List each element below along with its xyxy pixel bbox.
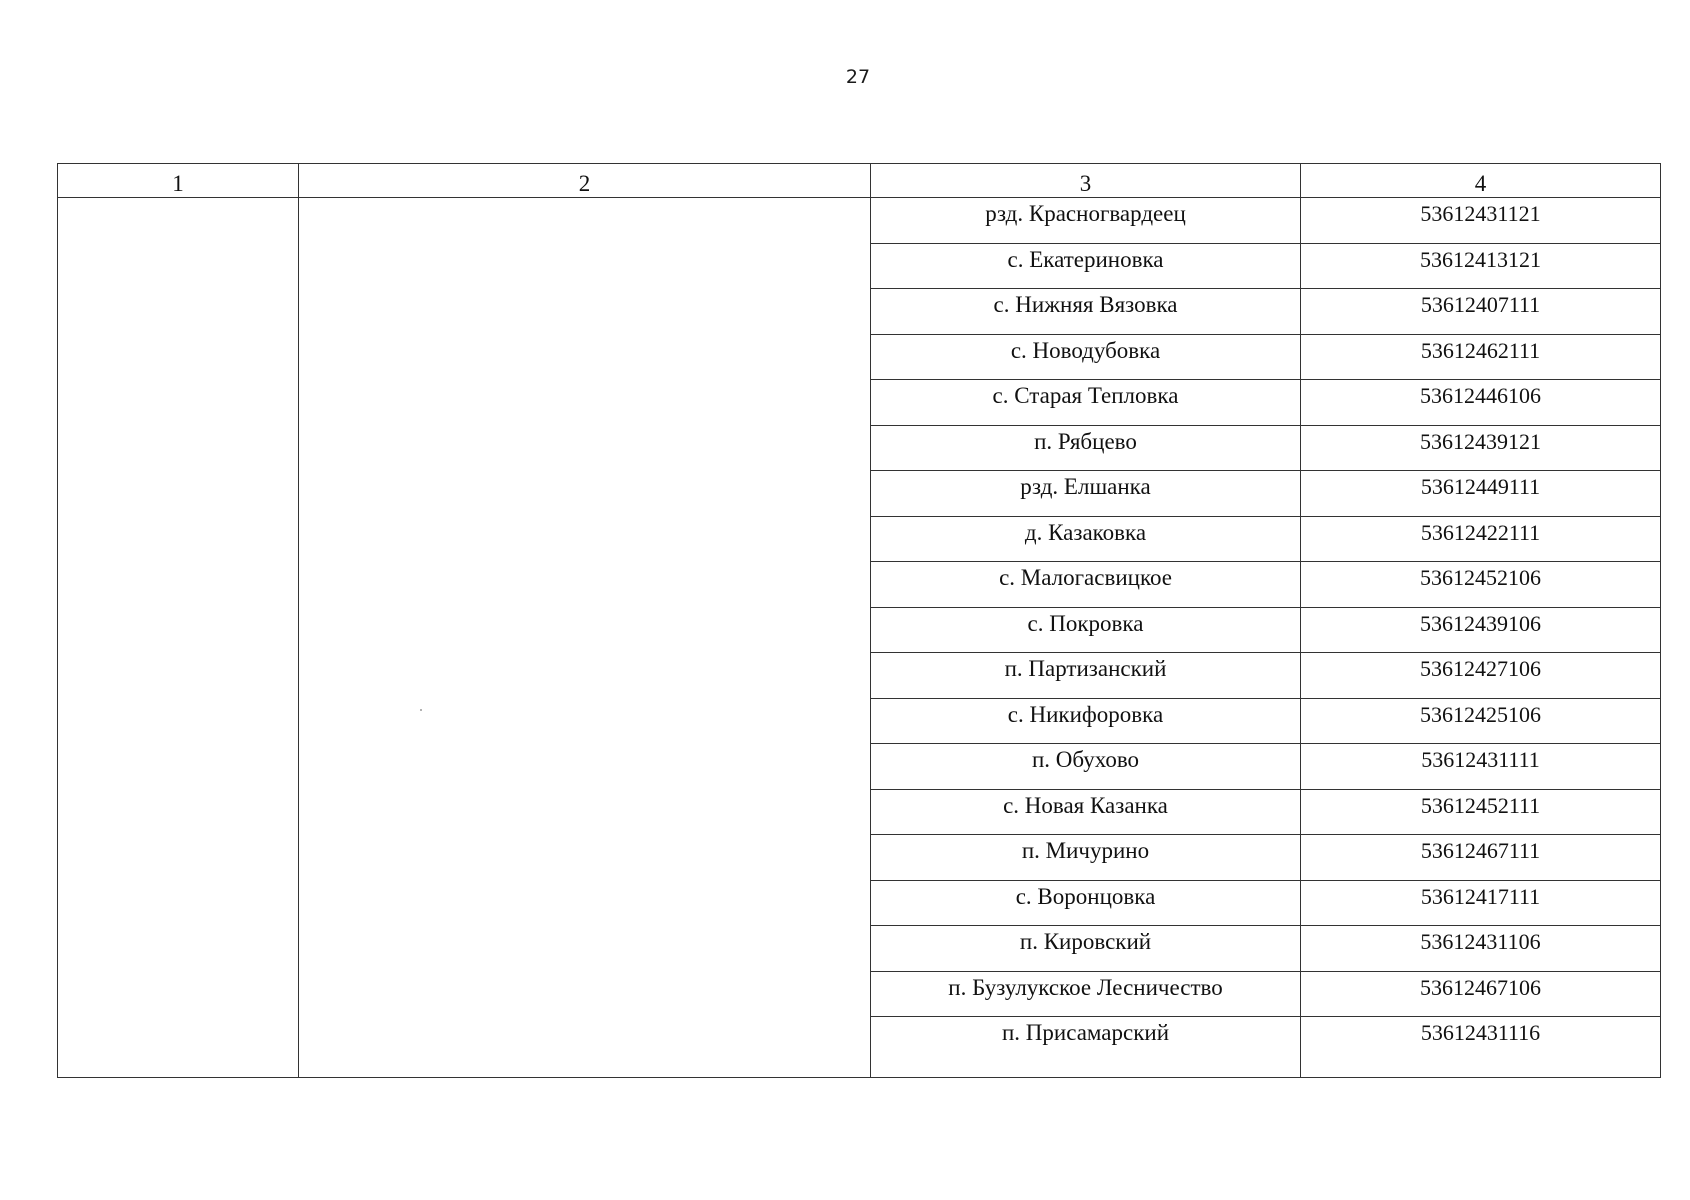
settlement-code-cell: 53612431121 — [1301, 198, 1661, 244]
settlement-name-cell: п. Бузулукское Лесничество — [871, 971, 1301, 1017]
settlement-code-cell: 53612427106 — [1301, 653, 1661, 699]
settlement-code-cell: 53612439106 — [1301, 607, 1661, 653]
settlement-name-cell: д. Казаковка — [871, 516, 1301, 562]
settlement-name-cell: с. Воронцовка — [871, 880, 1301, 926]
settlement-code-cell: 53612467106 — [1301, 971, 1661, 1017]
settlement-name-cell: с. Екатериновка — [871, 243, 1301, 289]
settlement-code-cell: 53612452106 — [1301, 562, 1661, 608]
settlement-code-cell: 53612446106 — [1301, 380, 1661, 426]
settlements-table — [57, 163, 1661, 1078]
settlement-name-cell: п. Рябцево — [871, 425, 1301, 471]
scan-speck — [420, 709, 422, 711]
settlement-code-cell: 53612462111 — [1301, 334, 1661, 380]
settlement-code-cell: 53612407111 — [1301, 289, 1661, 335]
header-row — [58, 164, 1661, 198]
settlement-name-cell: с. Старая Тепловка — [871, 380, 1301, 426]
column-header-1: 1 — [58, 164, 299, 198]
settlement-code-cell: 53612431116 — [1301, 1017, 1661, 1078]
settlement-name-cell: п. Партизанский — [871, 653, 1301, 699]
column-2-cell — [299, 198, 871, 1078]
settlement-code-cell: 53612449111 — [1301, 471, 1661, 517]
settlement-name-cell: п. Присамарский — [871, 1017, 1301, 1078]
settlement-code-cell: 53612413121 — [1301, 243, 1661, 289]
settlement-name-cell: п. Кировский — [871, 926, 1301, 972]
settlement-code-cell: 53612467111 — [1301, 835, 1661, 881]
page-number: 27 — [845, 66, 871, 88]
settlement-name-cell: с. Нижняя Вязовка — [871, 289, 1301, 335]
settlement-code-cell: 53612431106 — [1301, 926, 1661, 972]
settlement-name-cell: с. Никифоровка — [871, 698, 1301, 744]
settlement-name-cell: с. Новодубовка — [871, 334, 1301, 380]
column-header-4: 4 — [1301, 164, 1661, 198]
settlement-name-cell: с. Малогасвицкое — [871, 562, 1301, 608]
settlement-name-cell: рзд. Красногвардеец — [871, 198, 1301, 244]
settlement-name-cell: с. Покровка — [871, 607, 1301, 653]
settlement-name-cell: п. Обухово — [871, 744, 1301, 790]
settlement-name-cell: с. Новая Казанка — [871, 789, 1301, 835]
column-header-2: 2 — [299, 164, 871, 198]
column-1-cell — [58, 198, 299, 1078]
table-body — [58, 198, 1661, 1078]
settlement-code-cell: 53612422111 — [1301, 516, 1661, 562]
settlement-name-cell: п. Мичурино — [871, 835, 1301, 881]
settlement-code-cell: 53612417111 — [1301, 880, 1661, 926]
settlement-code-cell: 53612439121 — [1301, 425, 1661, 471]
settlement-code-cell: 53612425106 — [1301, 698, 1661, 744]
column-header-3: 3 — [871, 164, 1301, 198]
table-row — [58, 198, 1661, 244]
settlement-name-cell: рзд. Елшанка — [871, 471, 1301, 517]
settlement-code-cell: 53612431111 — [1301, 744, 1661, 790]
settlement-code-cell: 53612452111 — [1301, 789, 1661, 835]
